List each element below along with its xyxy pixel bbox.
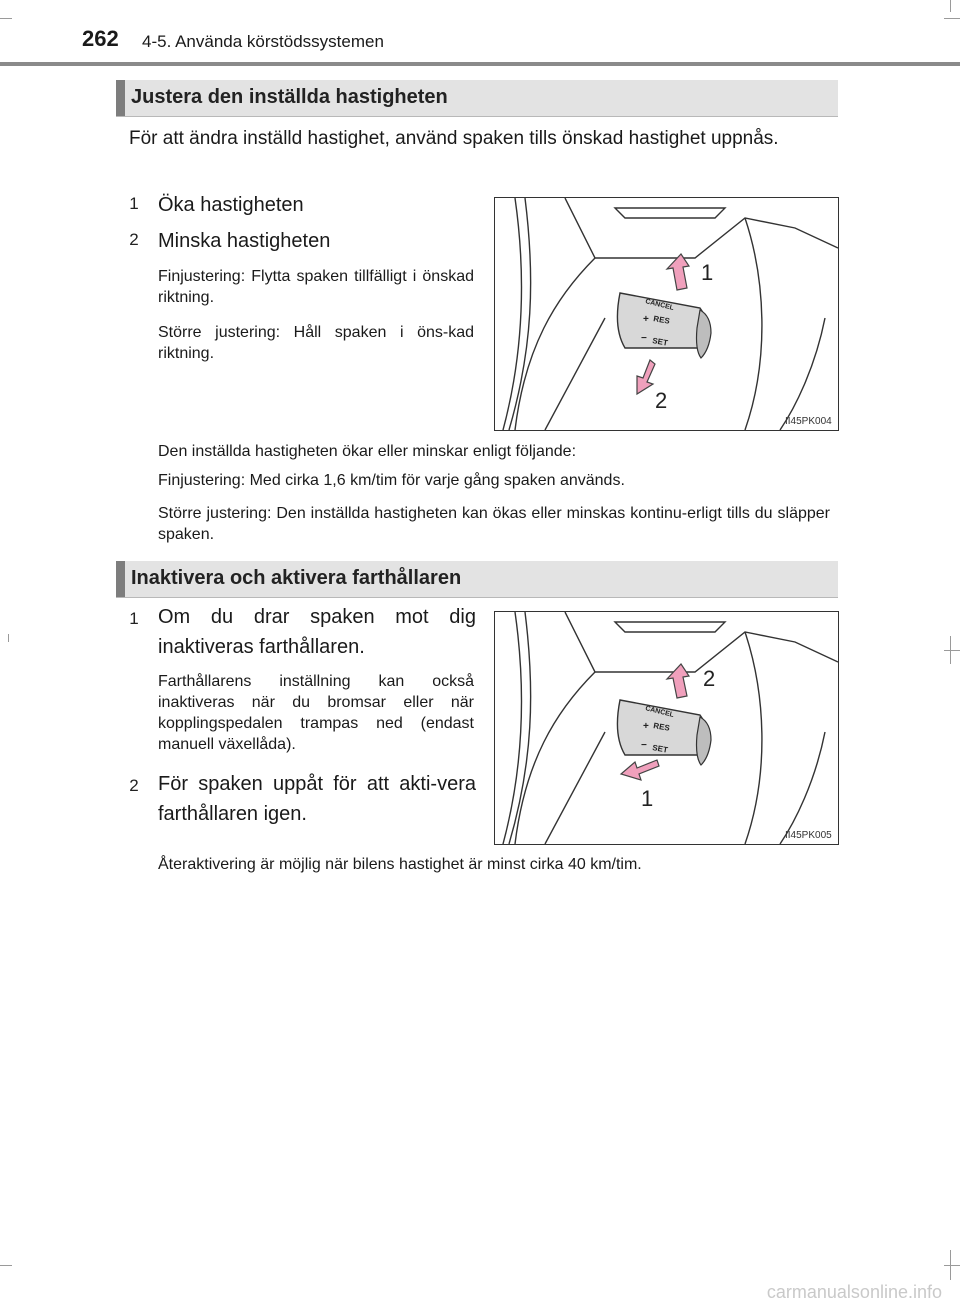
arrow-down-icon bbox=[637, 360, 655, 394]
crop-mark bbox=[950, 636, 951, 664]
lever-cancel-label: CANCEL bbox=[644, 298, 675, 312]
figure-cruise-lever-toggle bbox=[494, 611, 839, 845]
after-note: Finjustering: Med cirka 1,6 km/tim för varje gång spaken används. bbox=[158, 472, 625, 489]
note-text: Finjustering: Flytta spaken tillfälligt i önskad riktning. bbox=[158, 268, 474, 306]
lever-set-label: SET bbox=[651, 743, 669, 755]
item-number: 2 bbox=[129, 230, 139, 249]
after-note: Större justering: Den inställda hastigheten kan ökas eller minskas kontinu-erligt tills du släpper spaken. bbox=[158, 505, 830, 543]
after-note: Den inställda hastigheten ökar eller minskar enligt följande: bbox=[158, 443, 577, 460]
crop-mark bbox=[944, 1265, 960, 1266]
page-number: 262 bbox=[82, 26, 119, 51]
callout-number: 2 bbox=[655, 388, 668, 413]
intro-paragraph: För att ändra inställd hastighet, använd spaken tills önskad hastighet uppnås. bbox=[129, 128, 779, 149]
lever-res-label: RES bbox=[652, 314, 671, 326]
section-heading bbox=[116, 80, 838, 117]
callout-number: 2 bbox=[703, 666, 716, 691]
crop-mark bbox=[950, 1250, 951, 1280]
item-number: 1 bbox=[129, 609, 139, 628]
heading-tab bbox=[116, 80, 125, 116]
header-rule bbox=[0, 62, 960, 66]
crop-mark bbox=[944, 18, 960, 19]
section-heading-text: Inaktivera och aktivera farthållaren bbox=[131, 567, 462, 589]
arrow-pull-icon bbox=[621, 760, 659, 780]
lever-plus-label: + bbox=[643, 314, 649, 325]
footer-note: Återaktivering är möjlig när bilens hastighet är minst cirka 40 km/tim. bbox=[158, 856, 642, 873]
arrow-up-icon bbox=[667, 664, 689, 698]
lever-minus-label: − bbox=[641, 740, 647, 751]
note-text: Större justering: Håll spaken i öns-kad riktning. bbox=[158, 324, 474, 362]
lever-cancel-label: CANCEL bbox=[644, 705, 675, 719]
item-label: Om du drar spaken mot dig inaktiveras farthållaren. bbox=[158, 606, 476, 658]
section-heading bbox=[116, 561, 838, 598]
crop-mark bbox=[0, 1265, 12, 1266]
heading-tab bbox=[116, 561, 125, 597]
lever-res-label: RES bbox=[652, 721, 671, 733]
item-number: 1 bbox=[129, 194, 139, 213]
section-heading-text: Justera den inställda hastigheten bbox=[131, 86, 448, 108]
crop-mark bbox=[0, 18, 12, 19]
lever-plus-label: + bbox=[643, 721, 649, 732]
crop-mark bbox=[950, 0, 951, 12]
item-label: Öka hastigheten bbox=[158, 194, 304, 216]
figure-cruise-lever-adjust bbox=[494, 197, 839, 431]
lever-illustration bbox=[495, 612, 838, 844]
figure-code: II45PK005 bbox=[785, 830, 832, 841]
lever-illustration bbox=[495, 198, 838, 430]
section-path: 4-5. Använda körstödssystemen bbox=[142, 32, 384, 51]
figure-code: II45PK004 bbox=[785, 416, 832, 427]
item-number: 2 bbox=[129, 776, 139, 795]
lever-minus-label: − bbox=[641, 333, 647, 344]
callout-number: 1 bbox=[701, 260, 714, 285]
crop-mark bbox=[8, 634, 9, 642]
callout-number: 1 bbox=[641, 786, 654, 811]
arrow-up-icon bbox=[667, 254, 689, 290]
watermark: carmanualsonline.info bbox=[766, 1282, 942, 1302]
lever-set-label: SET bbox=[651, 336, 669, 348]
crop-mark bbox=[944, 650, 960, 651]
note-text: Farthållarens inställning kan också inaktiveras när du bromsar eller när kopplingspedalen trampas ned (endast manuell växellåda). bbox=[158, 673, 474, 753]
item-label: Minska hastigheten bbox=[158, 230, 331, 252]
item-label: För spaken uppåt för att akti-vera farthållaren igen. bbox=[158, 773, 476, 825]
